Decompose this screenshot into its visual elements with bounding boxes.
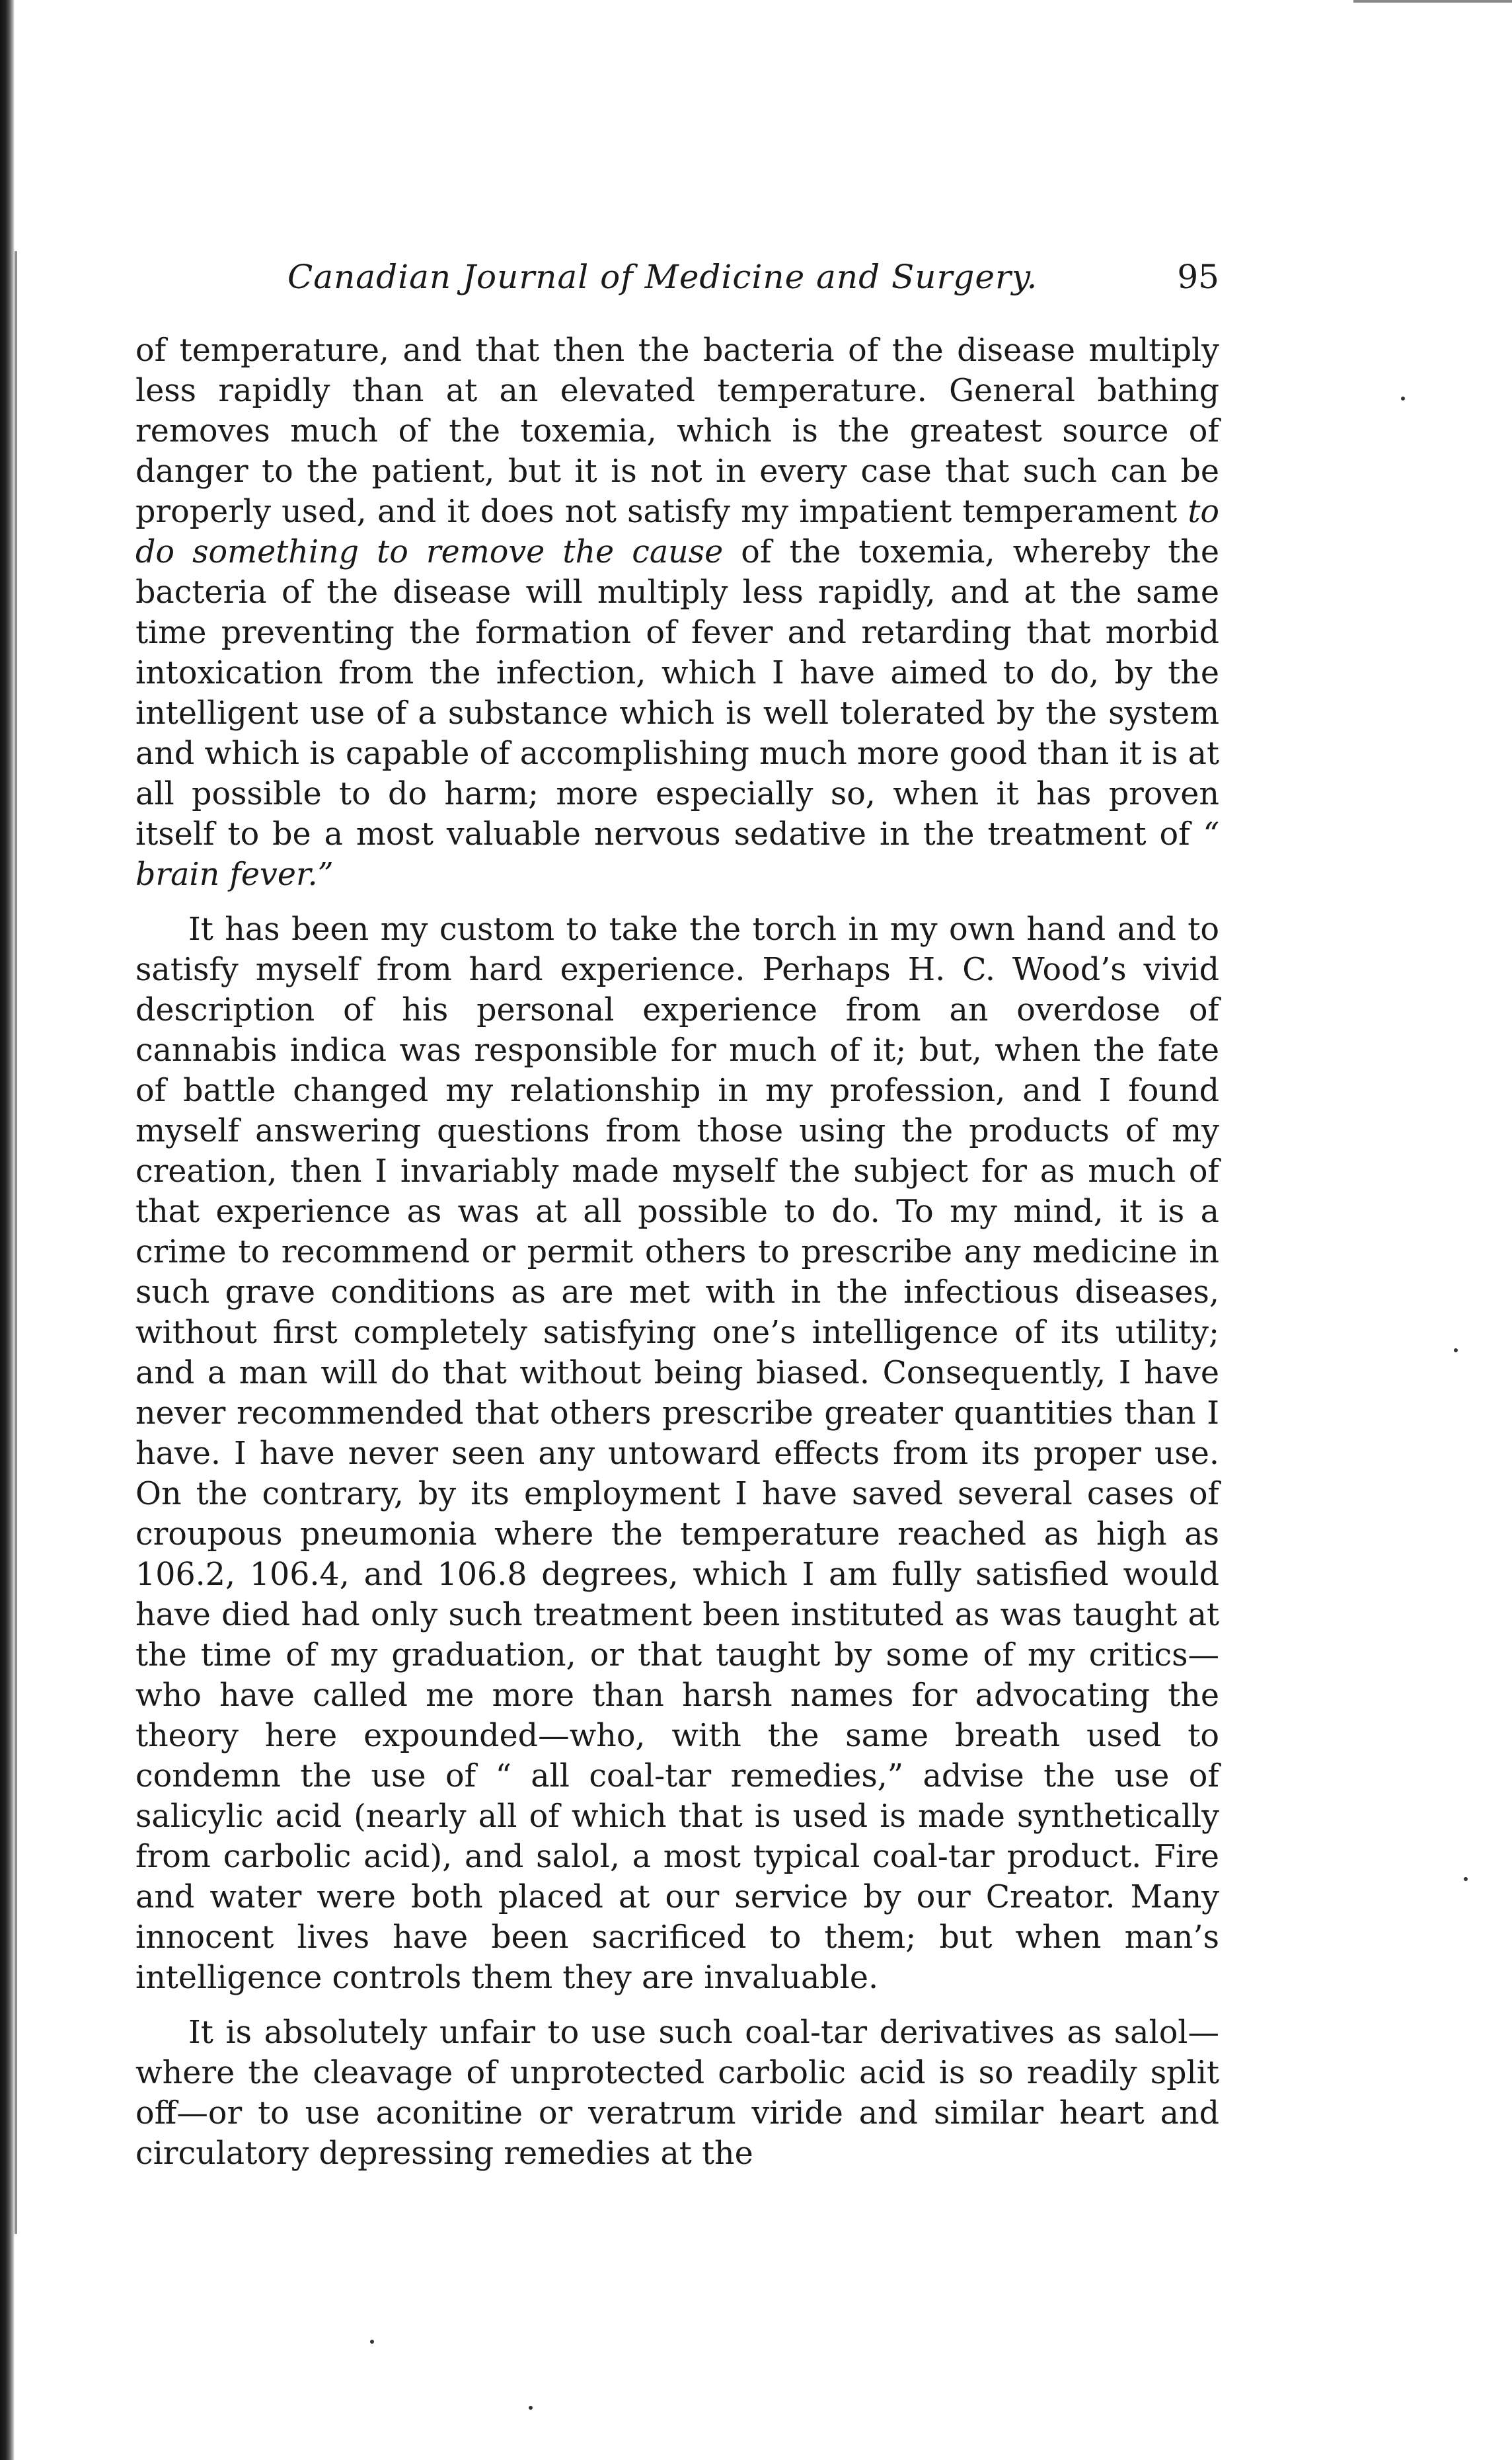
scan-speck (529, 2406, 533, 2410)
article-body (135, 330, 1219, 2174)
paragraph-1 (135, 330, 1219, 895)
paragraph-1-emphasis-a: to do something to remove the cause (135, 494, 1219, 570)
scan-top-rule (1353, 0, 1512, 3)
journal-page (135, 258, 1219, 2188)
paragraph-3 (135, 2013, 1219, 2174)
page-header (135, 258, 1219, 311)
scan-binding-edge (0, 0, 15, 2460)
scan-speck (1464, 1877, 1468, 1881)
scan-binding-shadow (15, 251, 17, 2234)
paragraph-2 (135, 909, 1219, 1998)
paragraph-2-text: It has been my custom to take the torch in my own hand and to satisfy myself from hard experience. Perhaps H. C. Wood’s vivid description of his personal experience from an overdose of cannabis indica was responsible for much of it; but, when the fate of battle changed my relationship in my profession, and I found myself answering questions from those using the products of my creation, then I invariably made myself the subject for as much of that experience as was at all possible to do. To my mind, it is a crime to recommend or permit others to prescribe any medicine in such grave conditions as are met with in the infectious diseases, without first completely satisfying one’s intelligence of its utility; and a man will do that without being biased. Consequently, I have never recommended that others prescribe greater quantities than I have. I have never seen any untoward effects from its proper use. On the contrary, by its employment I have saved several cases of croupous pneumonia where the temperature reached as high as 106.2, 106.4, and 106.8 degrees, which I am fully satisfied would have died had only such treatment been instituted as was taught at the time of my graduation, or that taught by some of my critics—who have called me more than harsh names for advocating the theory here expounded—who, with the same breath used to condemn the use of “ all coal-tar remedies,” advise the use of salicylic acid (nearly all of which that is used is made synthetically from carbolic acid), and salol, a most typical coal-tar product. Fire and water were both placed at our service by our Creator. Many innocent lives have been sacrificed to them; but when man’s intelligence controls them they are invaluable. (135, 911, 1219, 1996)
running-title: Canadian Journal of Medicine and Surgery. (287, 258, 1038, 296)
paragraph-1-text-b: of the toxemia, whereby the bacteria of the disease will multiply less rapidly, and at the same time preventing the formation of fever and retarding that morbid intoxication from the infection, which I have aimed to do, by the intelligent use of a substance which is well tolerated by the system and which is capable of accomplishing much more good than it is at all possible to do harm; more especially so, when it has proven itself to be a most valuable nervous sedative in the treatment of (135, 534, 1219, 853)
paragraph-1-emphasis-b: “ brain fever.” (135, 816, 1219, 893)
scan-speck (1401, 397, 1405, 401)
paragraph-3-text: It is absolutely unfair to use such coal-tar derivatives as salol—where the cleavage of unprotected carbolic acid is so readily split off—or to use aconitine or veratrum viride and similar heart and circulatory depressing remedies at the (135, 2015, 1219, 2172)
page-number: 95 (1177, 258, 1219, 296)
paragraph-1-text-a: of temperature, and that then the bacteria of the disease multiply less rapidly than at an elevated temperature. General bathing removes much of the toxemia, which is the greatest source of danger to the patient, but it is not in every case that such can be properly used, and it does not satisfy my impatient temperament (135, 332, 1219, 530)
scan-speck (1454, 1348, 1458, 1352)
scan-speck (370, 2340, 374, 2344)
